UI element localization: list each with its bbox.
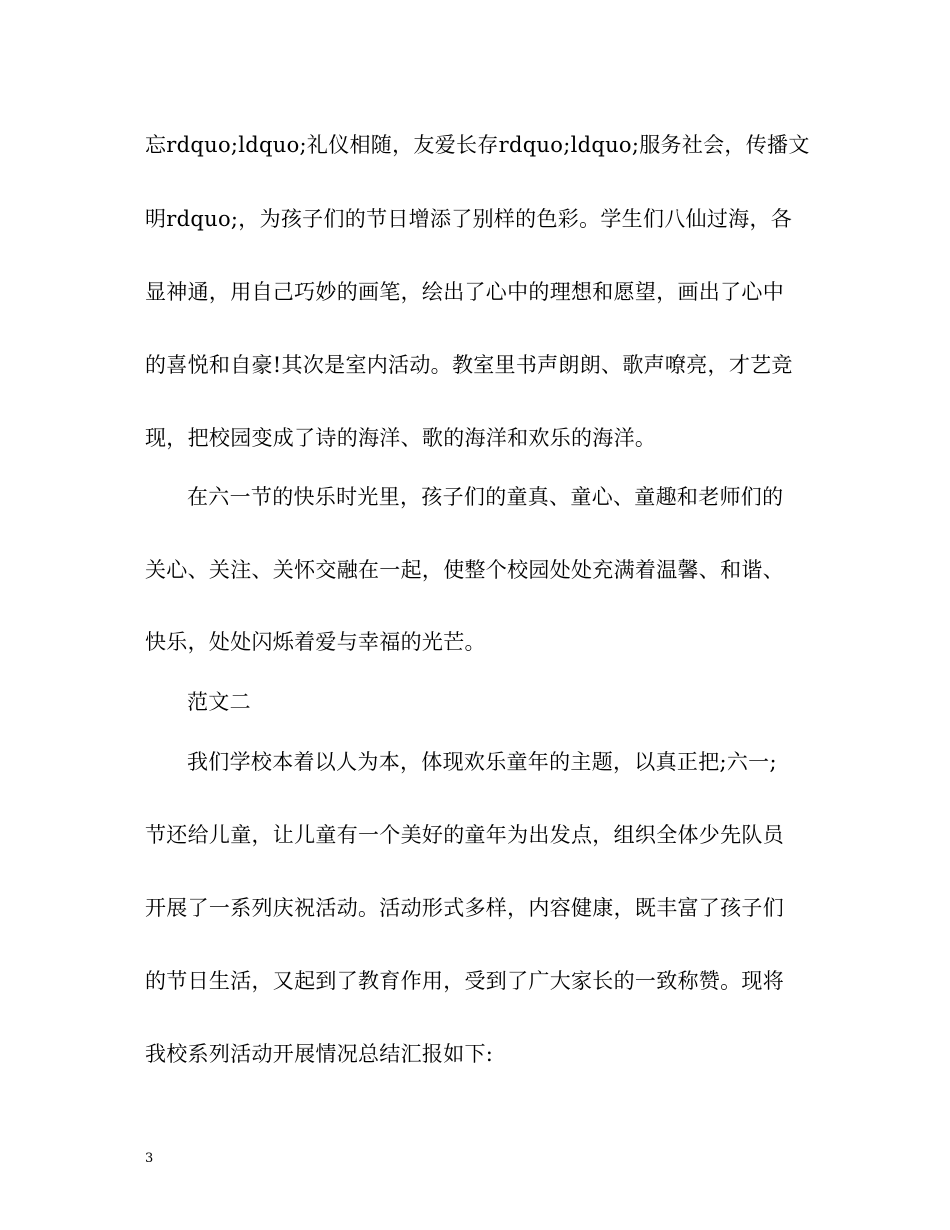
text-line: 我校系列活动开展情况总结汇报如下: xyxy=(145,1042,494,1066)
text-line: 现，把校园变成了诗的海洋、歌的海洋和欢乐的海洋。 xyxy=(145,426,657,450)
page-number: 3 xyxy=(145,1151,154,1166)
text-line: 快乐，处处闪烁着爱与幸福的光芒。 xyxy=(145,630,486,654)
text-line: 显神通，用自己巧妙的画笔，绘出了心中的理想和愿望，画出了心中 xyxy=(145,280,784,304)
text-line: 开展了一系列庆祝活动。活动形式多样，内容健康，既丰富了孩子们 xyxy=(145,896,784,920)
text-line: 关心、关注、关怀交融在一起，使整个校园处处充满着温馨、和谐、 xyxy=(145,558,784,582)
text-line: 明rdquo;，为孩子们的节日增添了别样的色彩。学生们八仙过海，各 xyxy=(145,207,793,231)
text-line: 节还给儿童，让儿童有一个美好的童年为出发点，组织全体少先队员 xyxy=(145,823,784,847)
text-line: 在六一节的快乐时光里，孩子们的童真、童心、童趣和老师们的 xyxy=(187,485,784,509)
text-line: 我们学校本着以人为本，体现欢乐童年的主题，以真正把;六一; xyxy=(187,750,777,774)
text-line: 忘rdquo;ldquo;礼仪相随，友爱长存rdquo;ldquo;服务社会，传播文 xyxy=(145,133,810,157)
text-line: 的节日生活，又起到了教育作用，受到了广大家长的一致称赞。现将 xyxy=(145,969,784,993)
section-heading: 范文二 xyxy=(187,690,251,714)
text-line: 的喜悦和自豪!其次是室内活动。教室里书声朗朗、歌声嘹亮，才艺竞 xyxy=(145,353,793,377)
